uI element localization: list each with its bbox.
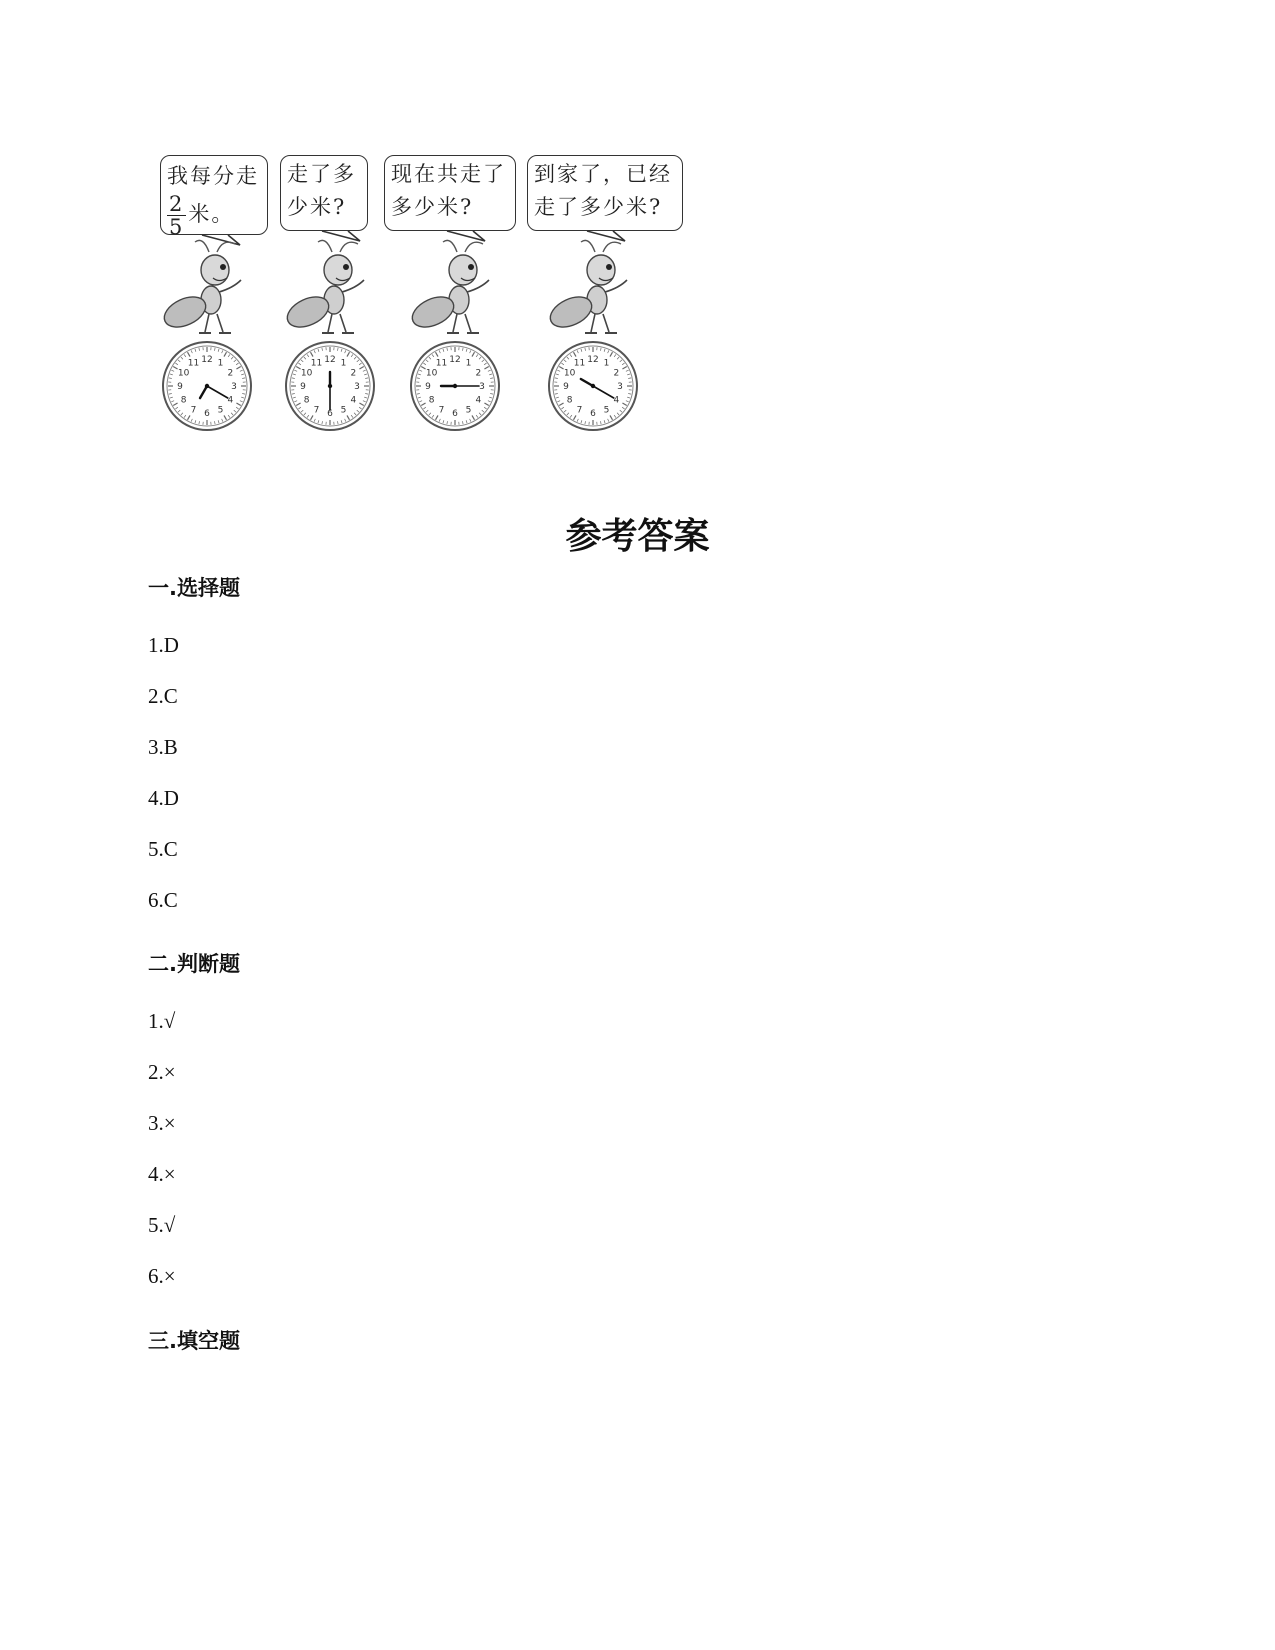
page-title: 参考答案	[565, 516, 710, 557]
bubble-2-line-1: 走了多	[287, 162, 356, 186]
clock-number: 5	[465, 405, 472, 416]
clock-number: 2	[227, 368, 234, 379]
clock-number: 9	[300, 382, 306, 392]
bubble-3-line-2: 多少米?	[391, 195, 474, 219]
ant-legs	[591, 314, 609, 332]
clock-number: 8	[303, 395, 310, 406]
clock-number: 5	[603, 405, 610, 416]
clock-number: 6	[204, 409, 210, 419]
clock-number: 3	[231, 382, 237, 392]
clock-number: 2	[350, 368, 357, 379]
clock-number: 4	[350, 395, 357, 406]
answer-item: 5.C	[148, 837, 178, 861]
bubble-4-line-1: 到家了，已经	[534, 162, 672, 186]
clock-number: 3	[479, 382, 485, 392]
ant-antenna	[581, 240, 595, 252]
clock-number: 10	[300, 368, 313, 379]
answer-item: 6.C	[148, 888, 178, 912]
fraction-denominator: 5	[169, 215, 185, 239]
section-heading-choice: 一.选择题	[148, 576, 240, 600]
answer-item: 5.√	[148, 1213, 176, 1237]
clock-number: 8	[180, 395, 187, 406]
ant-antenna	[443, 240, 457, 252]
clock-number: 8	[428, 395, 435, 406]
clock-number: 9	[177, 382, 183, 392]
bubble-1-line-1: 我每分走	[167, 164, 259, 188]
clock-center	[453, 384, 457, 388]
ant-legs	[205, 314, 223, 332]
ant-antenna	[195, 240, 209, 252]
clock-number: 7	[190, 405, 197, 416]
clock-number: 3	[617, 382, 623, 392]
clock-number: 8	[566, 395, 573, 406]
clock-number: 5	[340, 405, 347, 416]
clock-number: 4	[475, 395, 482, 406]
ant-legs	[453, 314, 471, 332]
clock-number: 4	[613, 395, 620, 406]
clock-number: 5	[217, 405, 224, 416]
ants-and-clocks-art	[155, 140, 715, 460]
ant-eye	[468, 264, 474, 270]
answer-item: 4.×	[148, 1162, 176, 1186]
clock-number: 9	[425, 382, 431, 392]
ant-eye	[343, 264, 349, 270]
clock-number: 12	[449, 355, 461, 365]
bubble-3-line-1: 现在共走了	[391, 162, 506, 186]
clock-number: 7	[313, 405, 320, 416]
clock-center	[328, 384, 332, 388]
clock-number: 12	[587, 355, 599, 365]
clock-number: 1	[340, 358, 347, 369]
ant-legs	[328, 314, 346, 332]
answer-item: 2.C	[148, 684, 178, 708]
clock-number: 7	[438, 405, 445, 416]
clock-center	[591, 384, 595, 388]
clock-number: 1	[603, 358, 610, 369]
clock-number: 7	[576, 405, 583, 416]
ant-clock-illustration	[155, 140, 715, 460]
answer-item: 4.D	[148, 786, 179, 810]
clock-number: 3	[354, 382, 360, 392]
answer-item: 1.√	[148, 1009, 176, 1033]
answer-item: 6.×	[148, 1264, 176, 1288]
clock-number: 11	[187, 358, 200, 369]
clock-number: 10	[177, 368, 190, 379]
section-heading-fill-blank: 三.填空题	[148, 1329, 240, 1353]
ant-antenna	[603, 242, 621, 252]
clock-center	[205, 384, 209, 388]
clock-number: 4	[227, 395, 234, 406]
ant-head	[201, 255, 229, 285]
clock-number: 10	[425, 368, 438, 379]
answer-item: 3.B	[148, 735, 178, 759]
clock-number: 11	[435, 358, 448, 369]
bubble-1-line-2-text: 米。	[188, 202, 235, 226]
bubble-4-line-2: 走了多少米?	[534, 195, 663, 219]
ant-antenna	[318, 240, 332, 252]
clock-number: 9	[563, 382, 569, 392]
clock-number: 6	[590, 409, 596, 419]
ant-eye	[220, 264, 226, 270]
clock-number: 11	[310, 358, 323, 369]
answer-item: 1.D	[148, 633, 179, 657]
ant-antenna	[340, 242, 358, 252]
ant-antenna	[465, 242, 483, 252]
clock-number: 12	[324, 355, 336, 365]
answer-item: 2.×	[148, 1060, 176, 1084]
clock-number: 2	[475, 368, 482, 379]
clock-number: 6	[327, 409, 333, 419]
clock-number: 1	[465, 358, 472, 369]
clock-number: 11	[573, 358, 586, 369]
section-heading-judgment: 二.判断题	[148, 952, 240, 976]
clock-number: 12	[201, 355, 213, 365]
ant-eye	[606, 264, 612, 270]
ant-head	[324, 255, 352, 285]
clock-number: 1	[217, 358, 224, 369]
answer-item: 3.×	[148, 1111, 176, 1135]
clock-number: 2	[613, 368, 620, 379]
bubble-2-line-2: 少米?	[287, 195, 347, 219]
clock-number: 6	[452, 409, 458, 419]
clock-number: 10	[563, 368, 576, 379]
ant-head	[449, 255, 477, 285]
fraction-numerator: 2	[169, 192, 185, 216]
ant-head	[587, 255, 615, 285]
